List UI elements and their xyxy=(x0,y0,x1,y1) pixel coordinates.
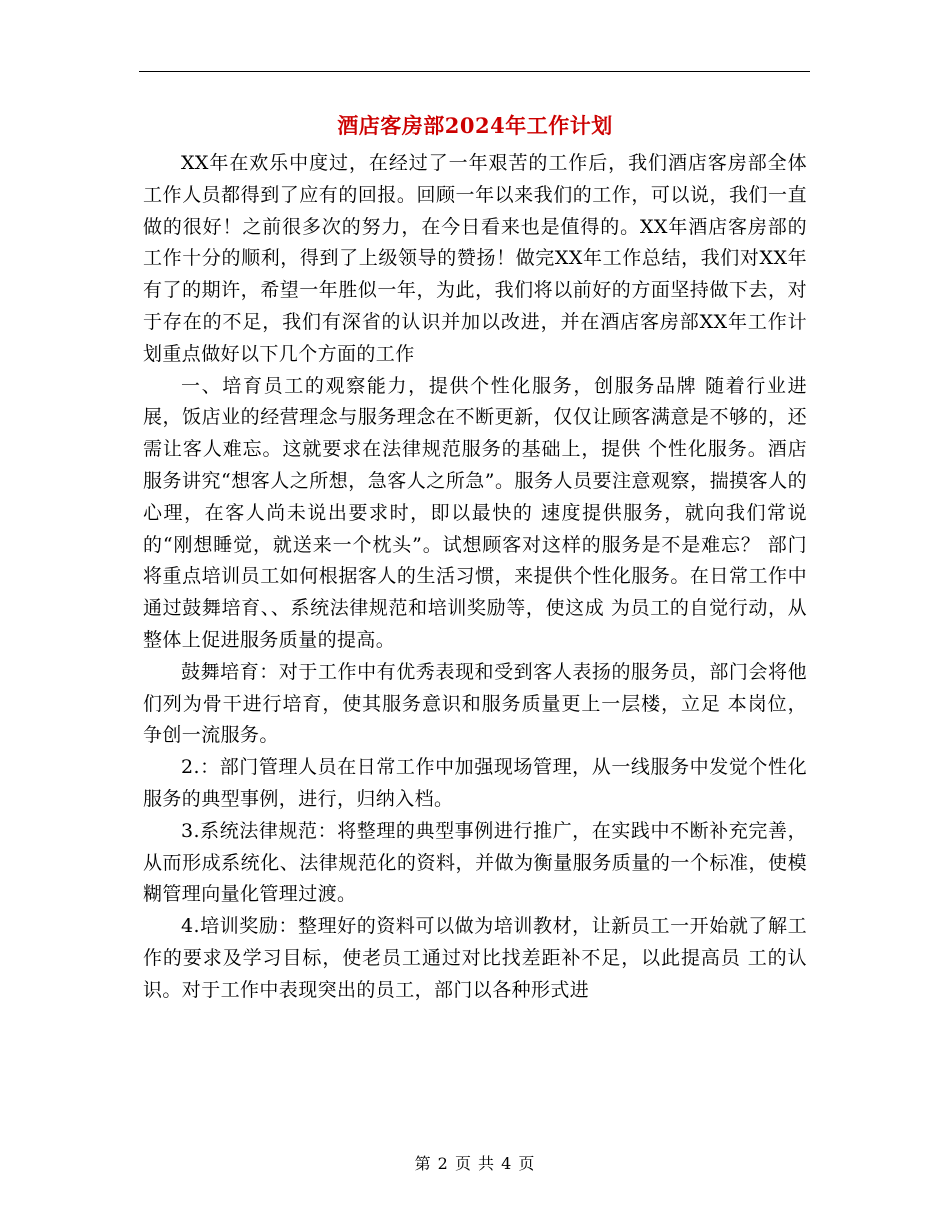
document-title: 酒店客房部2024年工作计划 xyxy=(337,113,613,138)
paragraph-item-2: 2.：部门管理人员在日常工作中加强现场管理，从一线服务中发觉个性化服务的典型事例，进行，归纳入档。 xyxy=(143,756,807,810)
header-rule xyxy=(139,71,810,72)
document-body xyxy=(143,148,807,1007)
paragraph-item-4: 4.培训奖励：整理好的资料可以做为培训教材，让新员工一开始就了解工作的要求及学习目标，使老员工通过对比找差距补不足，以此提高员 工的认识。对于工作中表现突出的员工，部门以各种形式进 xyxy=(143,915,807,1001)
page-number: 第 2 页 共 4 页 xyxy=(414,1154,536,1173)
paragraph-section-one: 一、培育员工的观察能力，提供个性化服务，创服务品牌 随着行业进展，饭店业的经营理念与服务理念在不断更新，仅仅让顾客满意是不够的，还需让客人难忘。这就要求在法律规范服务的基础上，提供 个性化服务。酒店服务讲究“想客人之所想，急客人之所急”。服务人员要注意观察，揣摸客人的心理，在客人尚未说出要求时，即以最快的 速度提供服务，就向我们常说的“刚想睡觉，就送来一个枕头”。试想顾客对这样的服务是不是难忘？ 部门将重点培训员工如何根据客人的生活习惯，来提供个性化服务。在日常工作中通过鼓舞培育、、系统法律规范和培训奖励等，使这成 为员工的自觉行动，从整体上促进服务质量的提高。 xyxy=(143,374,807,651)
paragraph-encourage-training: 鼓舞培育：对于工作中有优秀表现和受到客人表扬的服务员，部门会将他们列为骨干进行培育，使其服务意识和服务质量更上一层楼，立足 本岗位，争创一流服务。 xyxy=(143,660,807,747)
paragraph-intro: XX年在欢乐中度过，在经过了一年艰苦的工作后，我们酒店客房部全体工作人员都得到了应有的回报。回顾一年以来我们的工作，可以说，我们一直做的很好！之前很多次的努力，在今日看来也是值得的。XX年酒店客房部的工作十分的顺利，得到了上级领导的赞扬！做完XX年工作总结，我们对XX年有了的期许，希望一年胜似一年，为此，我们将以前好的方面坚持做下去，对于存在的不足，我们有深省的认识并加以改进，并在酒店客房部XX年工作计划重点做好以下几个方面的工作 xyxy=(143,152,807,365)
paragraph-item-3: 3.系统法律规范：将整理的典型事例进行推广，在实践中不断补充完善，从而形成系统化、法律规范化的资料，并做为衡量服务质量的一个标准，使模 糊管理向量化管理过渡。 xyxy=(143,819,807,906)
